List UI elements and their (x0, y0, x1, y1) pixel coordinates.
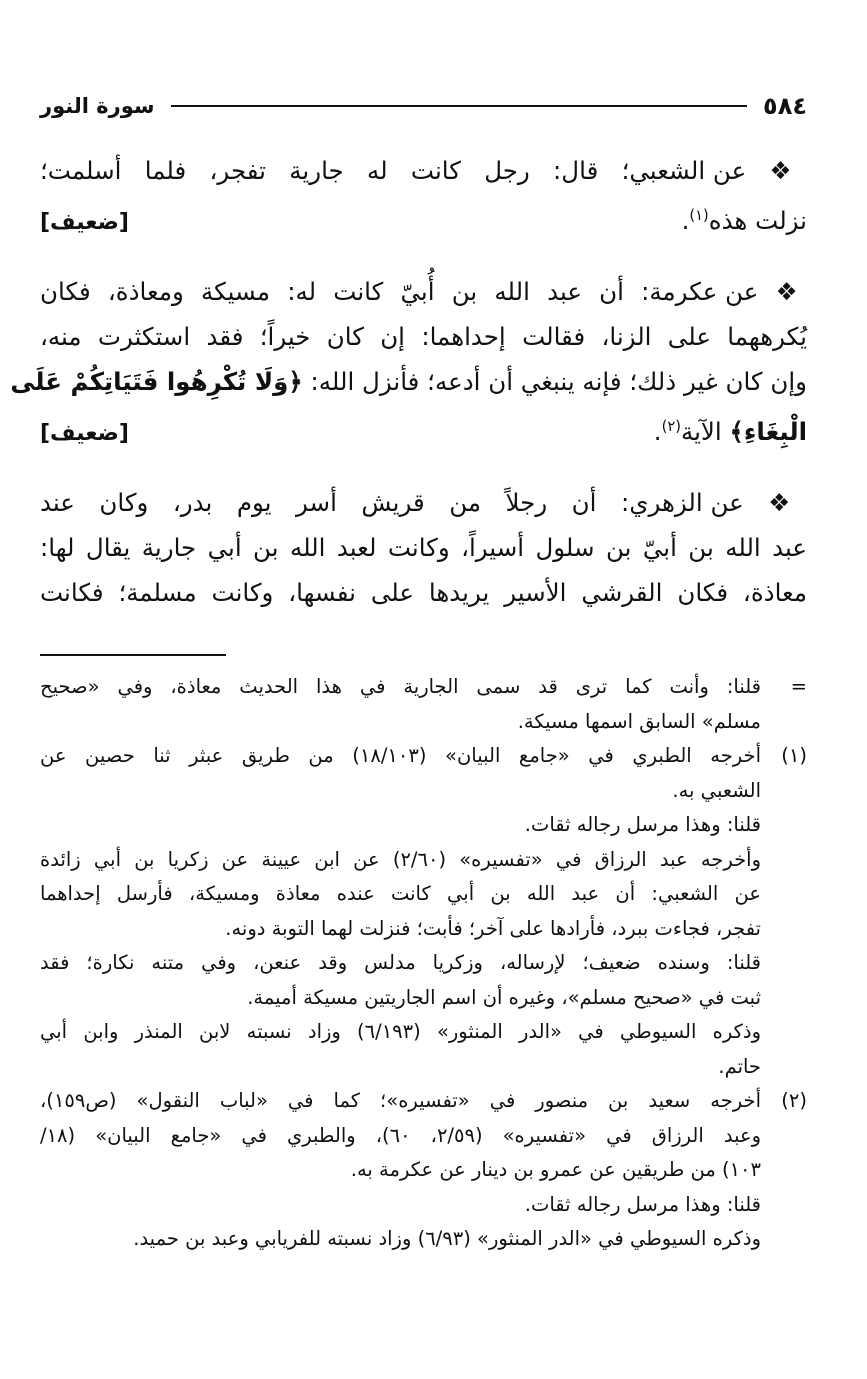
footnote-line: قلنا: وهذا مرسل رجاله ثقات. (524, 813, 761, 836)
footnote-line: قلنا: وأنت كما ترى قد سمى الجارية في هذا الحديث معاذة، وفي «صحيح (40, 675, 761, 698)
narration-1 (40, 148, 807, 245)
footnote-line: الشعبي به. (672, 778, 761, 802)
footnote-line: ثبت في «صحيح مسلم»، وغيره أن اسم الجاريتين مسيكة أميمة. (247, 985, 761, 1009)
narration-line: الْبِغَاءِ﴾ الآية$^{(٢)}$. [ضعيف] (40, 404, 807, 456)
narration-line: نزلت هذه$^{(١)}$. [ضعيف] (40, 193, 807, 245)
narration-line: عبد الله بن أبيّ بن سلول أسيراً، وكانت لعبد الله بن أبي جارية يقال لها: (40, 533, 807, 563)
footnote-line: أخرجه الطبري في «جامع البيان» (١٨/١٠٣) من طريق عبثر ثنا حصين عن (40, 744, 761, 767)
narration-line: ❖ عن عكرمة: أن عبد الله بن أُبيّ كانت له: مسيكة ومعاذة، فكان (40, 277, 807, 307)
footnote-line: وأخرجه عبد الرزاق في «تفسيره» (٢/٦٠) عن ابن عيينة عن زكريا بن أبي زائدة (40, 847, 762, 871)
narration-2 (10, 269, 807, 456)
footnote-line: قلنا: وسنده ضعيف؛ لإرساله، وزكريا مدلس وقد عنعن، وفي متنه نكارة؛ فقد (40, 951, 761, 974)
footnote-1 (40, 739, 807, 1084)
footnote-2 (40, 1084, 807, 1257)
diamond-bullet-icon: ❖ (768, 488, 807, 518)
narration-line: وإن كان غير ذلك؛ فإنه ينبغي أن أدعه؛ فأنزل الله: ﴿وَلَا تُكْرِهُوا فَتَيَاتِكُمْ عَلَى (10, 367, 807, 397)
narration-line: ❖ عن الشعبي؛ قال: رجل كانت له جارية تفجر، فلما أسلمت؛ (40, 156, 807, 185)
footnote-line: وذكره السيوطي في «الدر المنثور» (٦/٩٣) وزاد نسبته للفريابي وعبد بن حميد. (133, 1227, 761, 1250)
grade-label: [ضعيف] (40, 210, 129, 236)
narration-line: ❖ عن الزهري: أن رجلاً من قريش أسر يوم بدر، وكان عند (40, 488, 807, 518)
main-text (10, 148, 807, 639)
footnote-line: حاتم. (718, 1054, 761, 1078)
footnote-line: عن الشعبي: أن عبد الله بن أبي كانت عنده معاذة ومسيكة، فأرسل إحداهما (40, 882, 761, 905)
page-number: ٥٨٤ (763, 92, 807, 120)
footnote-line: وعبد الرزاق في «تفسيره» (٢/٥٩، ٦٠)، والطبري في «جامع البيان» (١٨/ (40, 1123, 762, 1147)
grade-label: [ضعيف] (40, 421, 129, 447)
diamond-bullet-icon: ❖ (775, 277, 807, 307)
narration-line: معاذة، فكان القرشي الأسير يريدها على نفسها، وكانت مسلمة؛ فكانت (40, 578, 807, 608)
footnote-continuation (40, 670, 807, 739)
surah-title: سورة النور (40, 94, 155, 118)
footnote-marker: = (790, 675, 807, 698)
footnote-line: ١٠٣) من طريقين عن عمرو بن دينار عن عكرمة به. (350, 1158, 761, 1181)
narration-line: يُكرههما على الزنا، فقالت إحداهما: إن كان خيراً؛ فقد استكثرت منه، (40, 322, 807, 352)
narration-3 (40, 480, 807, 615)
footnote-line: قلنا: وهذا مرسل رجاله ثقات. (524, 1192, 761, 1216)
footnote-line: وذكره السيوطي في «الدر المنثور» (٦/١٩٣) وزاد نسبته لابن المنذر وابن أبي (40, 1020, 761, 1043)
diamond-bullet-icon: ❖ (769, 156, 807, 185)
footnote-line: تفجر، فجاءت ببرد، فأرادها على آخر؛ فأبت؛ فنزلت لهما التوبة دونه. (225, 916, 761, 940)
footnote-marker: (٢) (781, 1089, 807, 1112)
footnote-line: أخرجه سعيد بن منصور في «تفسيره»؛ كما في «لباب النقول» (ص١٥٩)، (40, 1089, 761, 1112)
footnote-ref[interactable]: (٢) (661, 418, 681, 436)
page-header (40, 86, 807, 126)
footnote-separator (40, 654, 226, 656)
header-rule (171, 105, 748, 107)
quran-verse: ﴿وَلَا تُكْرِهُوا فَتَيَاتِكُمْ عَلَى (10, 367, 303, 397)
quran-verse: الْبِغَاءِ﴾ (729, 417, 807, 447)
footnotes (40, 670, 807, 1257)
footnote-marker: (١) (781, 744, 807, 767)
footnote-line: مسلم» السابق اسمها مسيكة. (517, 709, 761, 733)
footnote-ref[interactable]: (١) (689, 207, 709, 224)
